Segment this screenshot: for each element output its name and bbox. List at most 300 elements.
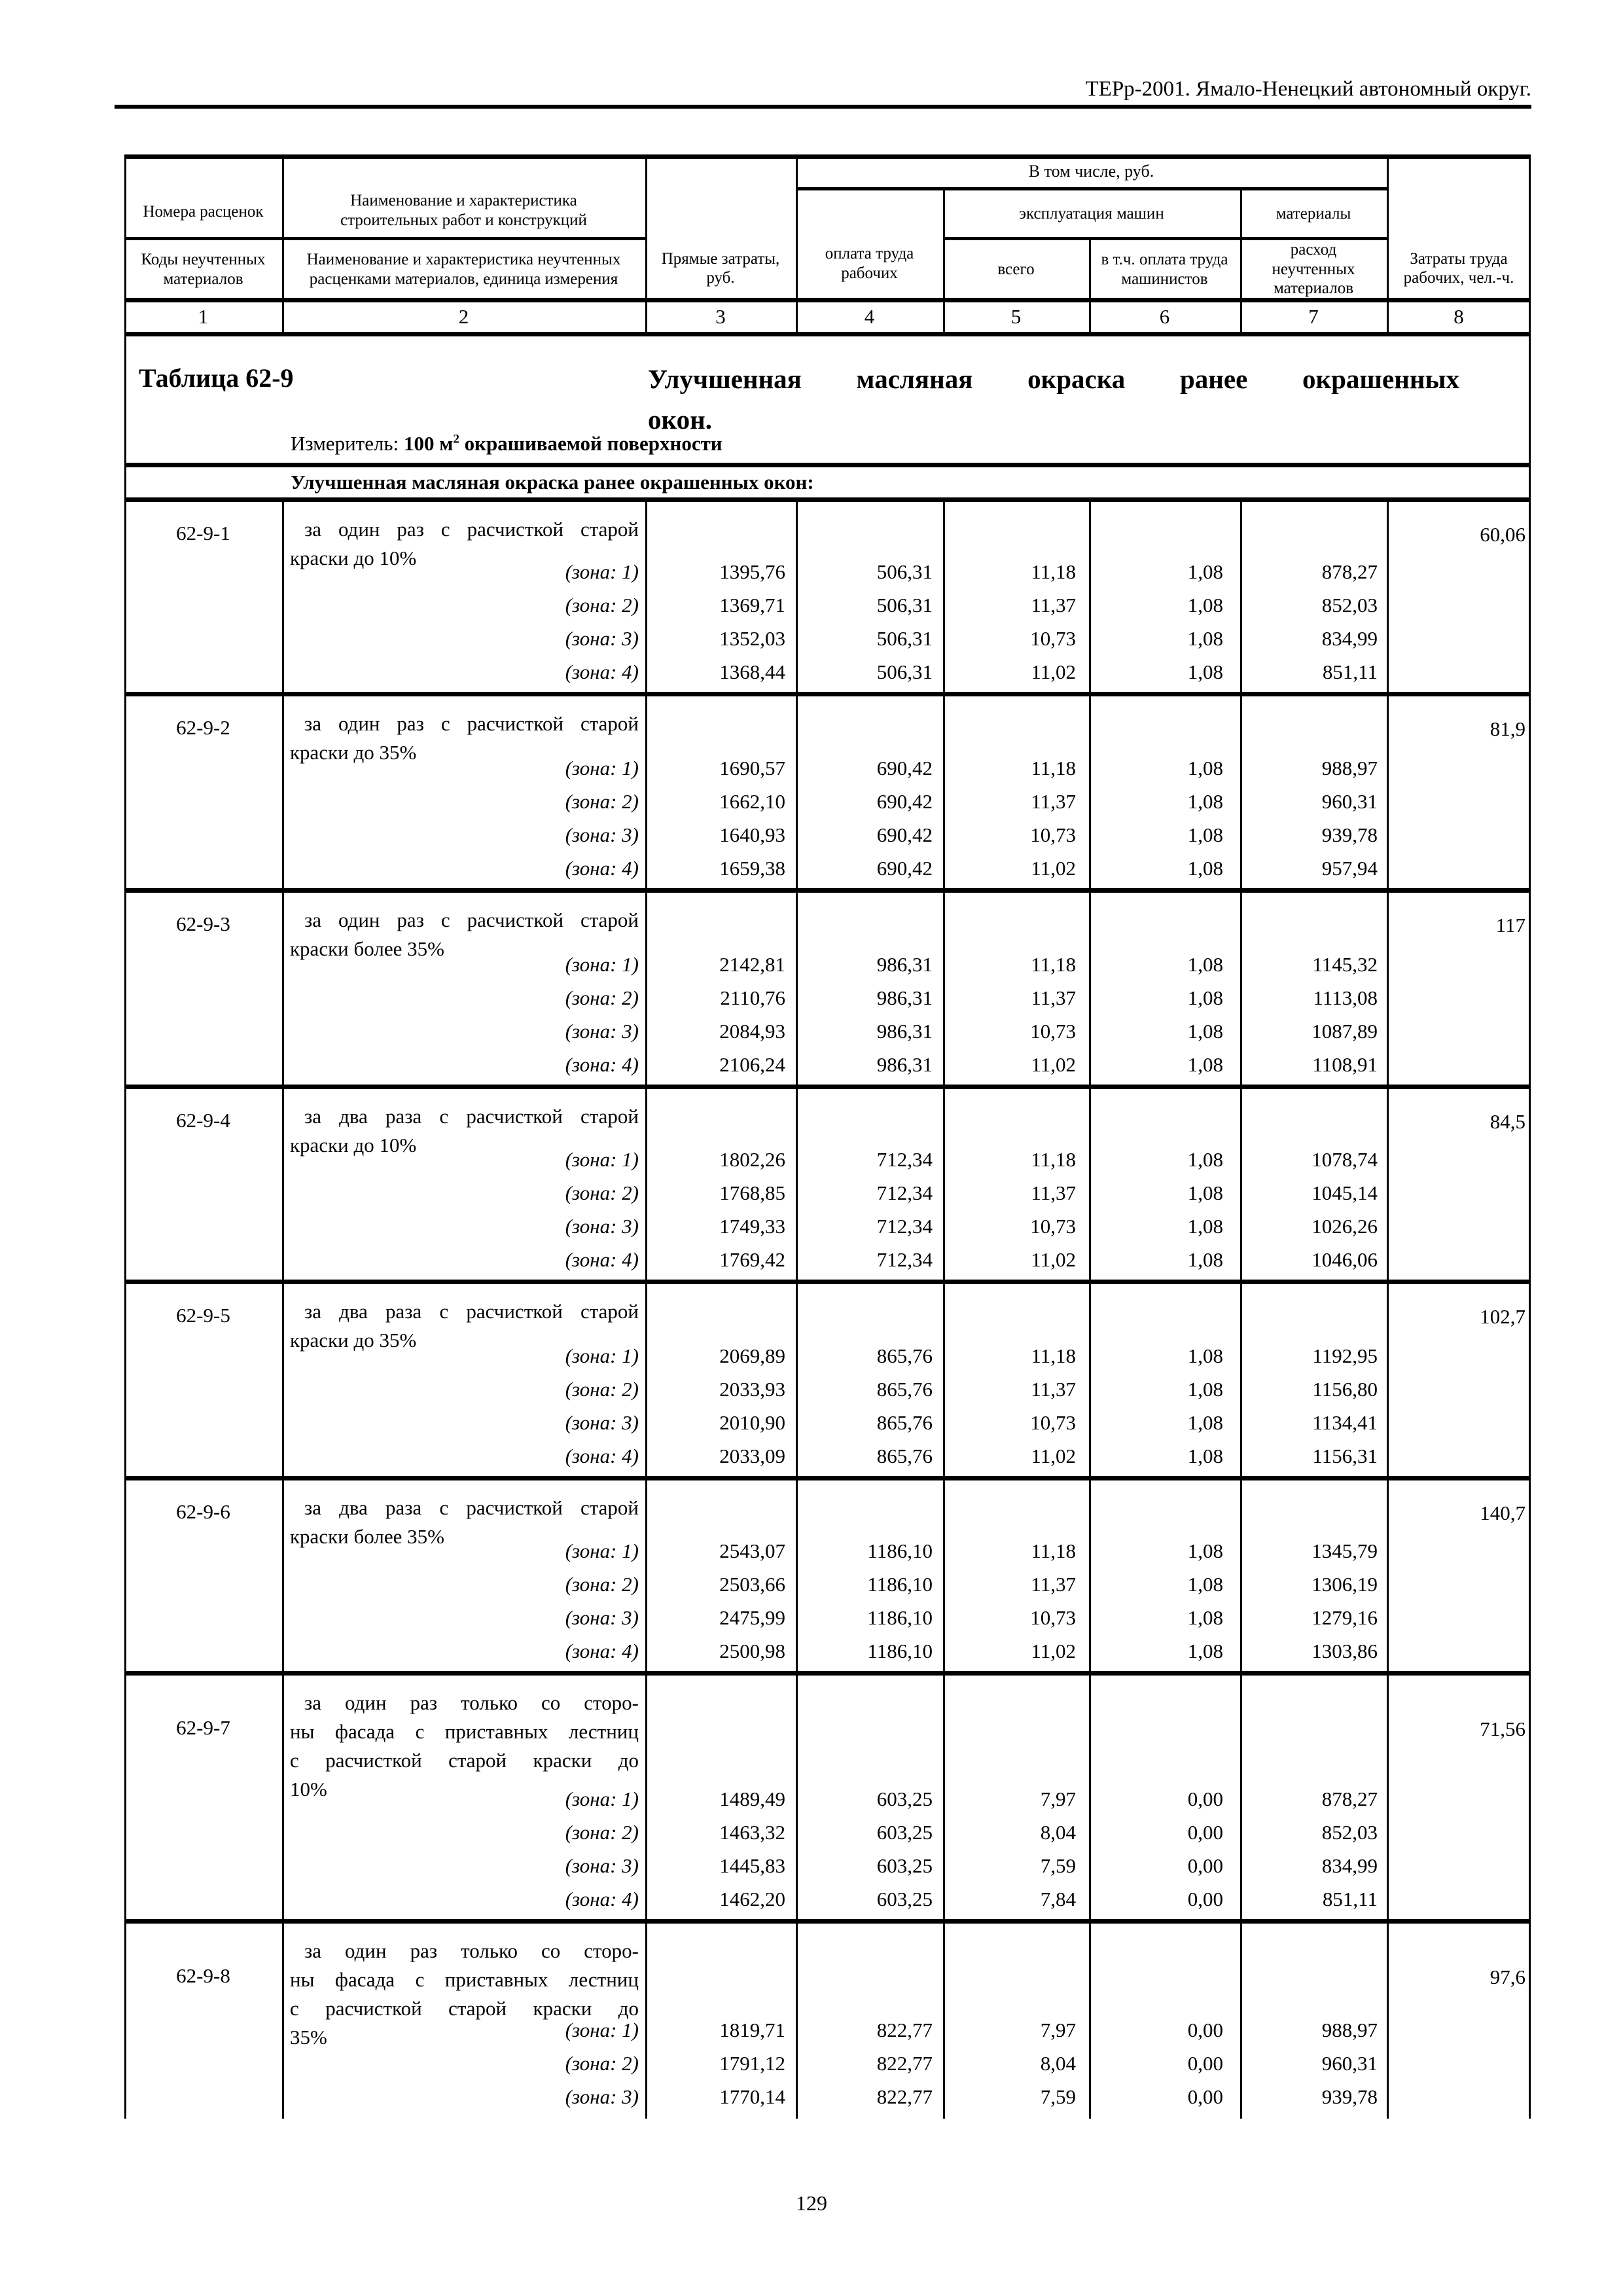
zone-row [124, 1176, 1531, 1210]
direct-costs-value: 2110,76 [720, 986, 785, 1009]
rate-code: 62-9-8 [176, 1964, 230, 1987]
materials-value: 851,11 [1322, 1887, 1378, 1910]
machinists-pay-value: 1,08 [1187, 1344, 1223, 1367]
labor-pay-value: 603,25 [876, 1854, 933, 1877]
rate-description-line: ны фасада с приставных лестниц [290, 1720, 639, 1743]
zone-label: (зона: 2) [565, 1572, 639, 1596]
labor-pay-value: 506,31 [876, 626, 933, 650]
labor-pay-value: 865,76 [876, 1377, 933, 1401]
machines-total-value: 11,18 [1031, 1539, 1076, 1562]
table-title-line1: Улучшенная масляная окраска ранее окрашенных [648, 364, 1459, 394]
zone-label: (зона: 3) [565, 823, 639, 846]
machines-total-value: 11,18 [1031, 560, 1076, 583]
machines-total-value: 11,18 [1031, 756, 1076, 780]
materials-value: 1345,79 [1311, 1539, 1378, 1562]
materials-value: 939,78 [1321, 2085, 1378, 2108]
machinists-pay-value: 1,08 [1187, 1444, 1223, 1467]
zone-label: (зона: 4) [565, 1639, 639, 1662]
direct-costs-value: 2500,98 [719, 1639, 785, 1662]
materials-value: 851,11 [1322, 660, 1378, 683]
rate-description-line: за один раз только со сторо- [304, 1939, 639, 1962]
section-heading: Улучшенная масляная окраска ранее окрашенных окон: [291, 470, 814, 493]
rate-description-line: краски до 35% [290, 741, 417, 764]
machinists-pay-value: 0,00 [1187, 1854, 1223, 1877]
column-number-2: 2 [458, 305, 469, 328]
direct-costs-value: 1445,83 [719, 1854, 785, 1877]
labor-hours-value: 81,9 [1489, 717, 1525, 740]
materials-value: 1156,80 [1312, 1377, 1378, 1401]
direct-costs-value: 1369,71 [719, 593, 785, 617]
direct-costs-value: 1769,42 [719, 1247, 785, 1271]
labor-pay-value: 506,31 [876, 660, 933, 683]
machines-total-value: 7,97 [1040, 2018, 1076, 2041]
rate-group-62-9-5 [124, 1282, 1531, 1478]
zone-row [124, 1882, 1531, 1916]
machines-total-value: 7,59 [1040, 2085, 1076, 2108]
machines-total-value: 7,59 [1040, 1854, 1076, 1877]
labor-pay-value: 712,34 [876, 1214, 933, 1238]
col1-top-header: Номера расценок [143, 202, 264, 221]
machines-total-value: 8,04 [1040, 2051, 1076, 2075]
rate-description-line: с расчисткой старой краски до [290, 1997, 639, 2020]
zone-label: (зона: 3) [565, 1410, 639, 1434]
zone-label: (зона: 1) [565, 560, 639, 583]
labor-hours-value: 140,7 [1480, 1501, 1525, 1524]
labor-hours-value: 102,7 [1480, 1305, 1525, 1328]
materials-band-header: материалы [1275, 205, 1351, 223]
machines-total-value: 8,04 [1040, 1820, 1076, 1844]
materials-value: 1156,31 [1312, 1444, 1378, 1467]
materials-value: 852,03 [1321, 1820, 1378, 1844]
zone-label: (зона: 4) [565, 1887, 639, 1910]
zone-row [124, 588, 1531, 622]
machinists-pay-value: 1,08 [1187, 1247, 1223, 1271]
zone-row [124, 555, 1531, 588]
zone-label: (зона: 1) [565, 756, 639, 780]
table-caption: Таблица 62-9 [139, 363, 294, 393]
materials-value: 1108,91 [1312, 1052, 1378, 1076]
zone-row [124, 1243, 1531, 1276]
labor-pay-value: 712,34 [876, 1147, 933, 1171]
machines-total-value: 11,02 [1031, 1247, 1076, 1271]
materials-value: 1192,95 [1312, 1344, 1378, 1367]
machinists-pay-value: 1,08 [1187, 560, 1223, 583]
machines-total-value: 10,73 [1030, 1605, 1076, 1629]
rate-description-line: за два раза с расчисткой старой [304, 1105, 639, 1128]
materials-value: 1078,74 [1311, 1147, 1378, 1171]
materials-value: 878,27 [1321, 1787, 1378, 1810]
col2-bottom-header: Наименование и характеристика неучтенных расценками материалов, единица измерения [306, 251, 621, 288]
labor-pay-value: 1186,10 [867, 1639, 933, 1662]
machines-total-value: 11,37 [1031, 1181, 1076, 1204]
meter-rest: окрашиваемой поверхности [459, 432, 722, 455]
labor-pay-value: 822,77 [876, 2051, 933, 2075]
direct-costs-value: 1768,85 [719, 1181, 785, 1204]
machinists-pay-value: 0,00 [1187, 1887, 1223, 1910]
zone-row [124, 852, 1531, 885]
zone-rows [124, 1782, 1531, 1916]
zone-label: (зона: 2) [565, 1820, 639, 1844]
zone-label: (зона: 2) [565, 1181, 639, 1204]
labor-pay-value: 690,42 [876, 789, 933, 813]
page-number: 129 [796, 2191, 827, 2215]
direct-costs-value: 1352,03 [719, 626, 785, 650]
zone-label: (зона: 3) [565, 1214, 639, 1238]
rate-code: 62-9-3 [176, 912, 230, 935]
zone-label: (зона: 3) [565, 2085, 639, 2108]
machines-total-value: 10,73 [1030, 1019, 1076, 1043]
zone-row [124, 1782, 1531, 1816]
zone-row [124, 1601, 1531, 1634]
labor-pay-value: 822,77 [876, 2085, 933, 2108]
materials-value: 878,27 [1321, 560, 1378, 583]
table-title-block [124, 334, 1531, 465]
rate-group-62-9-3 [124, 890, 1531, 1086]
labor-pay-value: 986,31 [876, 952, 933, 976]
machines-total-value: 11,02 [1031, 1639, 1076, 1662]
column-number-1: 1 [198, 305, 209, 328]
zone-row [124, 1816, 1531, 1849]
rate-group-62-9-6 [124, 1478, 1531, 1673]
direct-costs-value: 2033,09 [719, 1444, 785, 1467]
zone-rows [124, 948, 1531, 1081]
zone-row [124, 1534, 1531, 1568]
zone-label: (зона: 4) [565, 1444, 639, 1467]
running-header: ТЕРр-2001. Ямало-Ненецкий автономный округ. [1085, 77, 1531, 101]
labor-pay-value: 865,76 [876, 1444, 933, 1467]
direct-costs-value: 2503,66 [719, 1572, 785, 1596]
zone-row [124, 751, 1531, 785]
machines-total-value: 10,73 [1030, 626, 1076, 650]
column-number-7: 7 [1308, 305, 1319, 328]
machines-total-value: 10,73 [1030, 1410, 1076, 1434]
materials-value: 957,94 [1321, 856, 1378, 880]
machinists-pay-value: 1,08 [1187, 1377, 1223, 1401]
labor-pay-value: 506,31 [876, 593, 933, 617]
direct-costs-value: 2475,99 [719, 1605, 785, 1629]
table-title [648, 359, 1459, 440]
machines-total-value: 11,02 [1031, 856, 1076, 880]
machinists-pay-value: 1,08 [1187, 1181, 1223, 1204]
labor-hours-value: 117 [1495, 914, 1525, 937]
direct-costs-value: 2543,07 [719, 1539, 785, 1562]
zone-row [124, 818, 1531, 852]
materials-value: 1046,06 [1311, 1247, 1378, 1271]
rate-description-line: за один раз только со сторо- [304, 1691, 639, 1714]
zone-row [124, 2013, 1531, 2047]
direct-costs-value: 1749,33 [719, 1214, 785, 1238]
meter-value: 100 м [403, 432, 454, 455]
machinists-pay-value: 0,00 [1187, 2085, 1223, 2108]
rate-code: 62-9-1 [176, 522, 230, 545]
rate-group-62-9-4 [124, 1086, 1531, 1282]
zone-label: (зона: 3) [565, 1854, 639, 1877]
labor-pay-value: 986,31 [876, 1019, 933, 1043]
rate-group-62-9-7 [124, 1673, 1531, 1921]
materials-value: 988,97 [1321, 2018, 1378, 2041]
rate-description-line: за один раз с расчисткой старой [304, 712, 639, 735]
labor-pay-value: 690,42 [876, 856, 933, 880]
labor-pay-value: 865,76 [876, 1410, 933, 1434]
labor-pay-value: 603,25 [876, 1887, 933, 1910]
zone-label: (зона: 2) [565, 593, 639, 617]
direct-costs-value: 1770,14 [719, 2085, 785, 2108]
column-number-5: 5 [1010, 305, 1022, 328]
zone-rows [124, 1534, 1531, 1668]
column-number-8: 8 [1454, 305, 1464, 328]
direct-costs-value: 1690,57 [719, 756, 785, 780]
labor-pay-value: 712,34 [876, 1181, 933, 1204]
zone-label: (зона: 3) [565, 1605, 639, 1629]
meter-line [291, 432, 722, 456]
zone-label: (зона: 3) [565, 626, 639, 650]
materials-value: 960,31 [1321, 2051, 1378, 2075]
rate-code: 62-9-5 [176, 1304, 230, 1327]
zone-rows [124, 1143, 1531, 1276]
machinists-pay-value: 1,08 [1187, 1539, 1223, 1562]
machinists-pay-value: 1,08 [1187, 1052, 1223, 1076]
labor-pay-value: 506,31 [876, 560, 933, 583]
zone-row [124, 655, 1531, 689]
rate-description-line: за два раза с расчисткой старой [304, 1496, 639, 1519]
machines-total-value: 11,02 [1031, 1444, 1076, 1467]
zone-label: (зона: 1) [565, 952, 639, 976]
zone-label: (зона: 4) [565, 856, 639, 880]
column-number-4: 4 [864, 305, 875, 328]
zone-label: (зона: 4) [565, 1052, 639, 1076]
machinists-pay-value: 1,08 [1187, 1639, 1223, 1662]
zone-row [124, 785, 1531, 818]
labor-pay-value: 986,31 [876, 1052, 933, 1076]
zone-rows [124, 1339, 1531, 1473]
machines-total-value: 11,18 [1031, 1147, 1076, 1171]
materials-value: 1279,16 [1311, 1605, 1378, 1629]
machines-total-value: 7,84 [1040, 1887, 1076, 1910]
zone-row [124, 1143, 1531, 1176]
labor-pay-value: 986,31 [876, 986, 933, 1009]
machines-total-value: 11,02 [1031, 660, 1076, 683]
zone-row [124, 2047, 1531, 2080]
zone-row [124, 1372, 1531, 1406]
machinists-pay-value: 1,08 [1187, 756, 1223, 780]
col1-bottom-header: Коды неучтенных материалов [141, 251, 266, 288]
materials-value: 1026,26 [1311, 1214, 1378, 1238]
machinists-pay-value: 1,08 [1187, 593, 1223, 617]
rate-description-line: краски до 35% [290, 1329, 417, 1352]
zone-row [124, 1634, 1531, 1668]
col2-top-header: Наименование и характеристика строительных работ и конструкций [340, 192, 587, 229]
rate-description-line: краски до 10% [290, 547, 417, 569]
machinists-pay-value: 1,08 [1187, 660, 1223, 683]
direct-costs-value: 2084,93 [719, 1019, 785, 1043]
machinists-pay-value: 1,08 [1187, 789, 1223, 813]
machinists-pay-value: 1,08 [1187, 823, 1223, 846]
zone-row [124, 1406, 1531, 1439]
labor-pay-value: 690,42 [876, 756, 933, 780]
zone-label: (зона: 3) [565, 1019, 639, 1043]
labor-pay-value: 1186,10 [867, 1605, 933, 1629]
zone-row [124, 1439, 1531, 1473]
rate-description-line: краски до 10% [290, 1134, 417, 1157]
rate-description-line: 10% [290, 1778, 327, 1801]
zone-rows [124, 751, 1531, 885]
zone-rows [124, 2013, 1531, 2113]
direct-costs-value: 2010,90 [719, 1410, 785, 1434]
machines-total-value: 10,73 [1030, 823, 1076, 846]
labor-hours-value: 97,6 [1489, 1965, 1525, 1988]
machinists-pay-value: 1,08 [1187, 626, 1223, 650]
machinists-pay-value: 1,08 [1187, 1019, 1223, 1043]
zone-label: (зона: 4) [565, 660, 639, 683]
rate-description-line: ны фасада с приставных лестниц [290, 1968, 639, 1991]
rate-description-line: с расчисткой старой краски до [290, 1749, 639, 1772]
direct-costs-value: 1368,44 [719, 660, 785, 683]
machines-total-value: 7,97 [1040, 1787, 1076, 1810]
zone-label: (зона: 2) [565, 789, 639, 813]
labor-pay-value: 865,76 [876, 1344, 933, 1367]
column-number-6: 6 [1159, 305, 1170, 328]
machines-total-value: 11,18 [1031, 1344, 1076, 1367]
col7-header: расход неучтенных материалов [1272, 241, 1355, 298]
labor-hours-value: 71,56 [1480, 1717, 1525, 1740]
direct-costs-value: 1395,76 [719, 560, 785, 583]
direct-costs-value: 1659,38 [719, 856, 785, 880]
machinists-pay-value: 1,08 [1187, 952, 1223, 976]
materials-value: 1145,32 [1312, 952, 1378, 976]
direct-costs-value: 1662,10 [719, 789, 785, 813]
materials-value: 1306,19 [1311, 1572, 1378, 1596]
rate-description-line: за один раз с расчисткой старой [304, 908, 639, 931]
machinists-pay-value: 0,00 [1187, 1787, 1223, 1810]
direct-costs-value: 2142,81 [719, 952, 785, 976]
machines-total-value: 11,37 [1031, 1377, 1076, 1401]
zone-label: (зона: 4) [565, 1247, 639, 1271]
materials-value: 1087,89 [1311, 1019, 1378, 1043]
col5-header: всего [997, 260, 1035, 278]
zone-row [124, 622, 1531, 655]
rate-description-line: 35% [290, 2026, 327, 2049]
zone-label: (зона: 1) [565, 1539, 639, 1562]
incl-band-header: В том числе, руб. [1028, 162, 1154, 181]
rate-group-62-9-1 [124, 499, 1531, 694]
direct-costs-value: 1802,26 [719, 1147, 785, 1171]
zone-label: (зона: 2) [565, 1377, 639, 1401]
materials-value: 1113,08 [1313, 986, 1378, 1009]
zone-rows [124, 555, 1531, 689]
machinists-pay-value: 0,00 [1187, 2051, 1223, 2075]
direct-costs-value: 1463,32 [719, 1820, 785, 1844]
zone-row [124, 981, 1531, 1014]
zone-row [124, 1339, 1531, 1372]
col6-header: в т.ч. оплата труда машинистов [1101, 251, 1228, 288]
machinists-pay-value: 1,08 [1187, 856, 1223, 880]
direct-costs-value: 1462,20 [719, 1887, 785, 1910]
zone-row [124, 1014, 1531, 1048]
direct-costs-value: 1640,93 [719, 823, 785, 846]
materials-value: 834,99 [1321, 626, 1378, 650]
labor-hours-value: 60,06 [1480, 523, 1525, 546]
machines-band-header: эксплуатация машин [1019, 205, 1164, 223]
rate-code: 62-9-2 [176, 716, 230, 739]
rate-description-line: за один раз с расчисткой старой [304, 518, 639, 541]
rate-code: 62-9-6 [176, 1500, 230, 1523]
col8-header: Затраты труда рабочих, чел.-ч. [1403, 249, 1514, 287]
zone-row [124, 2080, 1531, 2113]
machines-total-value: 11,37 [1031, 789, 1076, 813]
rates-table [124, 154, 1531, 2119]
zone-row [124, 1849, 1531, 1882]
direct-costs-value: 1489,49 [719, 1787, 785, 1810]
zone-label: (зона: 2) [565, 2051, 639, 2075]
labor-pay-value: 603,25 [876, 1787, 933, 1810]
zone-row [124, 1568, 1531, 1601]
zone-label: (зона: 1) [565, 1787, 639, 1810]
meter-superscript: 2 [453, 432, 459, 446]
materials-value: 834,99 [1321, 1854, 1378, 1877]
table-title-line2: окон. [648, 404, 712, 435]
labor-pay-value: 822,77 [876, 2018, 933, 2041]
rate-code: 62-9-7 [176, 1716, 230, 1739]
labor-pay-value: 603,25 [876, 1820, 933, 1844]
meter-label: Измеритель: [291, 432, 404, 455]
rate-description-line: краски более 35% [290, 1525, 444, 1548]
machinists-pay-value: 1,08 [1187, 1214, 1223, 1238]
machines-total-value: 11,37 [1031, 986, 1076, 1009]
materials-value: 988,97 [1321, 756, 1378, 780]
machinists-pay-value: 1,08 [1187, 1147, 1223, 1171]
direct-costs-value: 2033,93 [719, 1377, 785, 1401]
col4-header: оплата труда рабочих [825, 245, 914, 282]
machinists-pay-value: 1,08 [1187, 1605, 1223, 1629]
materials-value: 1134,41 [1312, 1410, 1378, 1434]
materials-value: 1045,14 [1311, 1181, 1378, 1204]
machinists-pay-value: 0,00 [1187, 2018, 1223, 2041]
rate-code: 62-9-4 [176, 1109, 230, 1132]
labor-pay-value: 1186,10 [867, 1539, 933, 1562]
materials-value: 852,03 [1321, 593, 1378, 617]
zone-label: (зона: 1) [565, 1147, 639, 1171]
col3-header: Прямые затраты, руб. [661, 249, 780, 287]
machinists-pay-value: 1,08 [1187, 1572, 1223, 1596]
machines-total-value: 11,37 [1031, 1572, 1076, 1596]
labor-pay-value: 712,34 [876, 1247, 933, 1271]
machines-total-value: 11,18 [1031, 952, 1076, 976]
zone-label: (зона: 1) [565, 1344, 639, 1367]
zone-row [124, 1210, 1531, 1243]
direct-costs-value: 2069,89 [719, 1344, 785, 1367]
zone-row [124, 1048, 1531, 1081]
machinists-pay-value: 1,08 [1187, 986, 1223, 1009]
zone-label: (зона: 2) [565, 986, 639, 1009]
materials-value: 960,31 [1321, 789, 1378, 813]
rate-description-line: за два раза с расчисткой старой [304, 1300, 639, 1323]
machinists-pay-value: 1,08 [1187, 1410, 1223, 1434]
labor-pay-value: 1186,10 [867, 1572, 933, 1596]
machinists-pay-value: 0,00 [1187, 1820, 1223, 1844]
direct-costs-value: 2106,24 [719, 1052, 785, 1076]
table-body [124, 499, 1531, 2119]
header-rule [115, 105, 1531, 109]
column-number-3: 3 [715, 305, 726, 328]
direct-costs-value: 1819,71 [719, 2018, 785, 2041]
zone-row [124, 948, 1531, 981]
rate-group-62-9-2 [124, 694, 1531, 890]
materials-value: 1303,86 [1311, 1639, 1378, 1662]
machines-total-value: 11,37 [1031, 593, 1076, 617]
machines-total-value: 11,02 [1031, 1052, 1076, 1076]
direct-costs-value: 1791,12 [719, 2051, 785, 2075]
zone-label: (зона: 1) [565, 2018, 639, 2041]
